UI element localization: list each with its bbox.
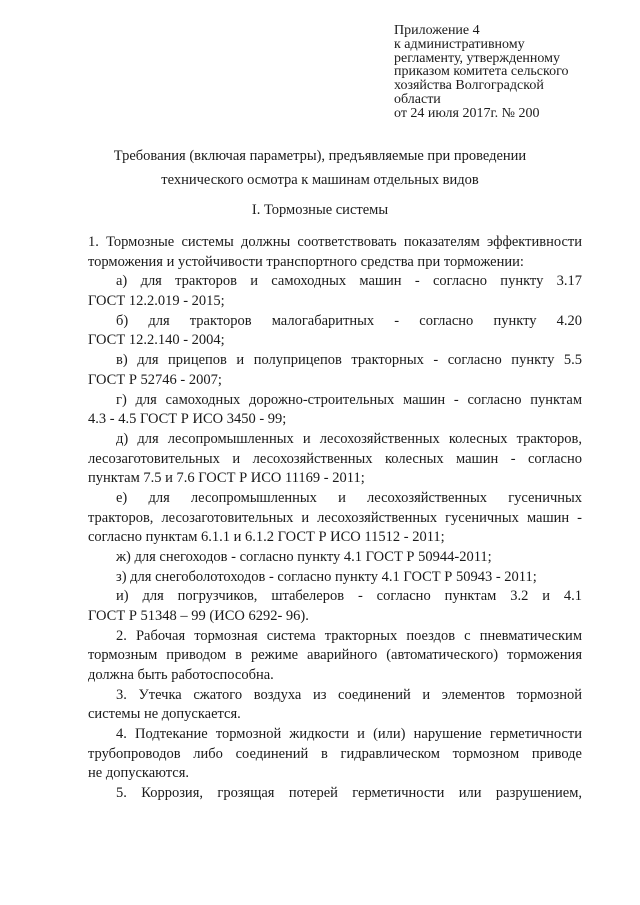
body-line: трубопроводов либо соединений в гидравлическом тормозном приводе <box>88 746 582 762</box>
body-line: ГОСТ 12.2.019 - 2015; <box>88 293 225 309</box>
appendix-line: хозяйства Волгоградской <box>394 78 544 94</box>
body-line: 2. Рабочая тормозная система тракторных поездов с пневматическим <box>116 628 582 644</box>
appendix-line: Приложение 4 <box>394 23 480 38</box>
body-line: 5. Коррозия, грозящая потерей герметичности или разрушением, <box>116 785 582 801</box>
body-line: тракторов, лесозаготовительных и лесохозяйственных гусеничных машин - <box>88 510 582 526</box>
appendix-line: от 24 июля 2017г. № 200 <box>394 105 540 121</box>
appendix-line: регламенту, утвержденному <box>394 50 560 66</box>
appendix-header <box>394 24 614 121</box>
body-line: торможения и устойчивости транспортного средства при торможении: <box>88 254 524 270</box>
appendix-line: приказом комитета сельского <box>394 64 569 80</box>
section-heading: I. Тормозные системы <box>251 202 389 218</box>
body-line: е) для лесопромышленных и лесохозяйственных гусеничных <box>116 490 582 506</box>
body-line: согласно пунктам 6.1.1 и 6.1.2 ГОСТ Р ИСО 11512 - 2011; <box>88 529 445 545</box>
body-line: ГОСТ Р 52746 - 2007; <box>88 372 222 388</box>
body-line: лесозаготовительных и лесохозяйственных колесных машин - согласно <box>88 451 582 467</box>
body-line: пунктам 7.5 и 7.6 ГОСТ Р ИСО 11169 - 2011; <box>88 470 365 486</box>
body-line: тормозным приводом в режиме аварийного (автоматического) торможения <box>88 647 582 663</box>
body-line: 3. Утечка сжатого воздуха из соединений и элементов тормозной <box>116 687 582 703</box>
body-line: 1. Тормозные системы должны соответствовать показателям эффективности <box>88 234 582 250</box>
body-line: ГОСТ Р 51348 – 99 (ИСО 6292- 96). <box>88 608 309 624</box>
body-line: з) для снегоболотоходов - согласно пункту 4.1 ГОСТ Р 50943 - 2011; <box>116 569 537 585</box>
appendix-line: области <box>394 91 441 107</box>
body-line: д) для лесопромышленных и лесохозяйственных колесных тракторов, <box>116 431 582 447</box>
body-line: 4. Подтекание тормозной жидкости и (или) нарушение герметичности <box>116 726 582 742</box>
body-line: должна быть работоспособна. <box>88 667 274 683</box>
body-line: ГОСТ 12.2.140 - 2004; <box>88 332 225 348</box>
body-line: в) для прицепов и полуприцепов тракторных - согласно пункту 5.5 <box>116 352 582 368</box>
body-line: ж) для снегоходов - согласно пункту 4.1 ГОСТ Р 50944-2011; <box>116 549 492 565</box>
body-line: а) для тракторов и самоходных машин - согласно пункту 3.17 <box>116 273 582 289</box>
body-line: б) для тракторов малогабаритных - согласно пункту 4.20 <box>116 313 582 329</box>
body-line: 4.3 - 4.5 ГОСТ Р ИСО 3450 - 99; <box>88 411 287 427</box>
body-line: не допускаются. <box>88 765 190 781</box>
body-line: и) для погрузчиков, штабелеров - согласно пунктам 3.2 и 4.1 <box>116 588 582 604</box>
body-line: системы не допускается. <box>88 706 241 722</box>
document-title-line: технического осмотра к машинам отдельных видов <box>161 172 479 188</box>
appendix-line: к административному <box>394 36 525 52</box>
body-line: г) для самоходных дорожно-строительных машин - согласно пунктам <box>116 392 582 408</box>
document-title-line: Требования (включая параметры), предъявляемые при проведении <box>113 148 527 164</box>
